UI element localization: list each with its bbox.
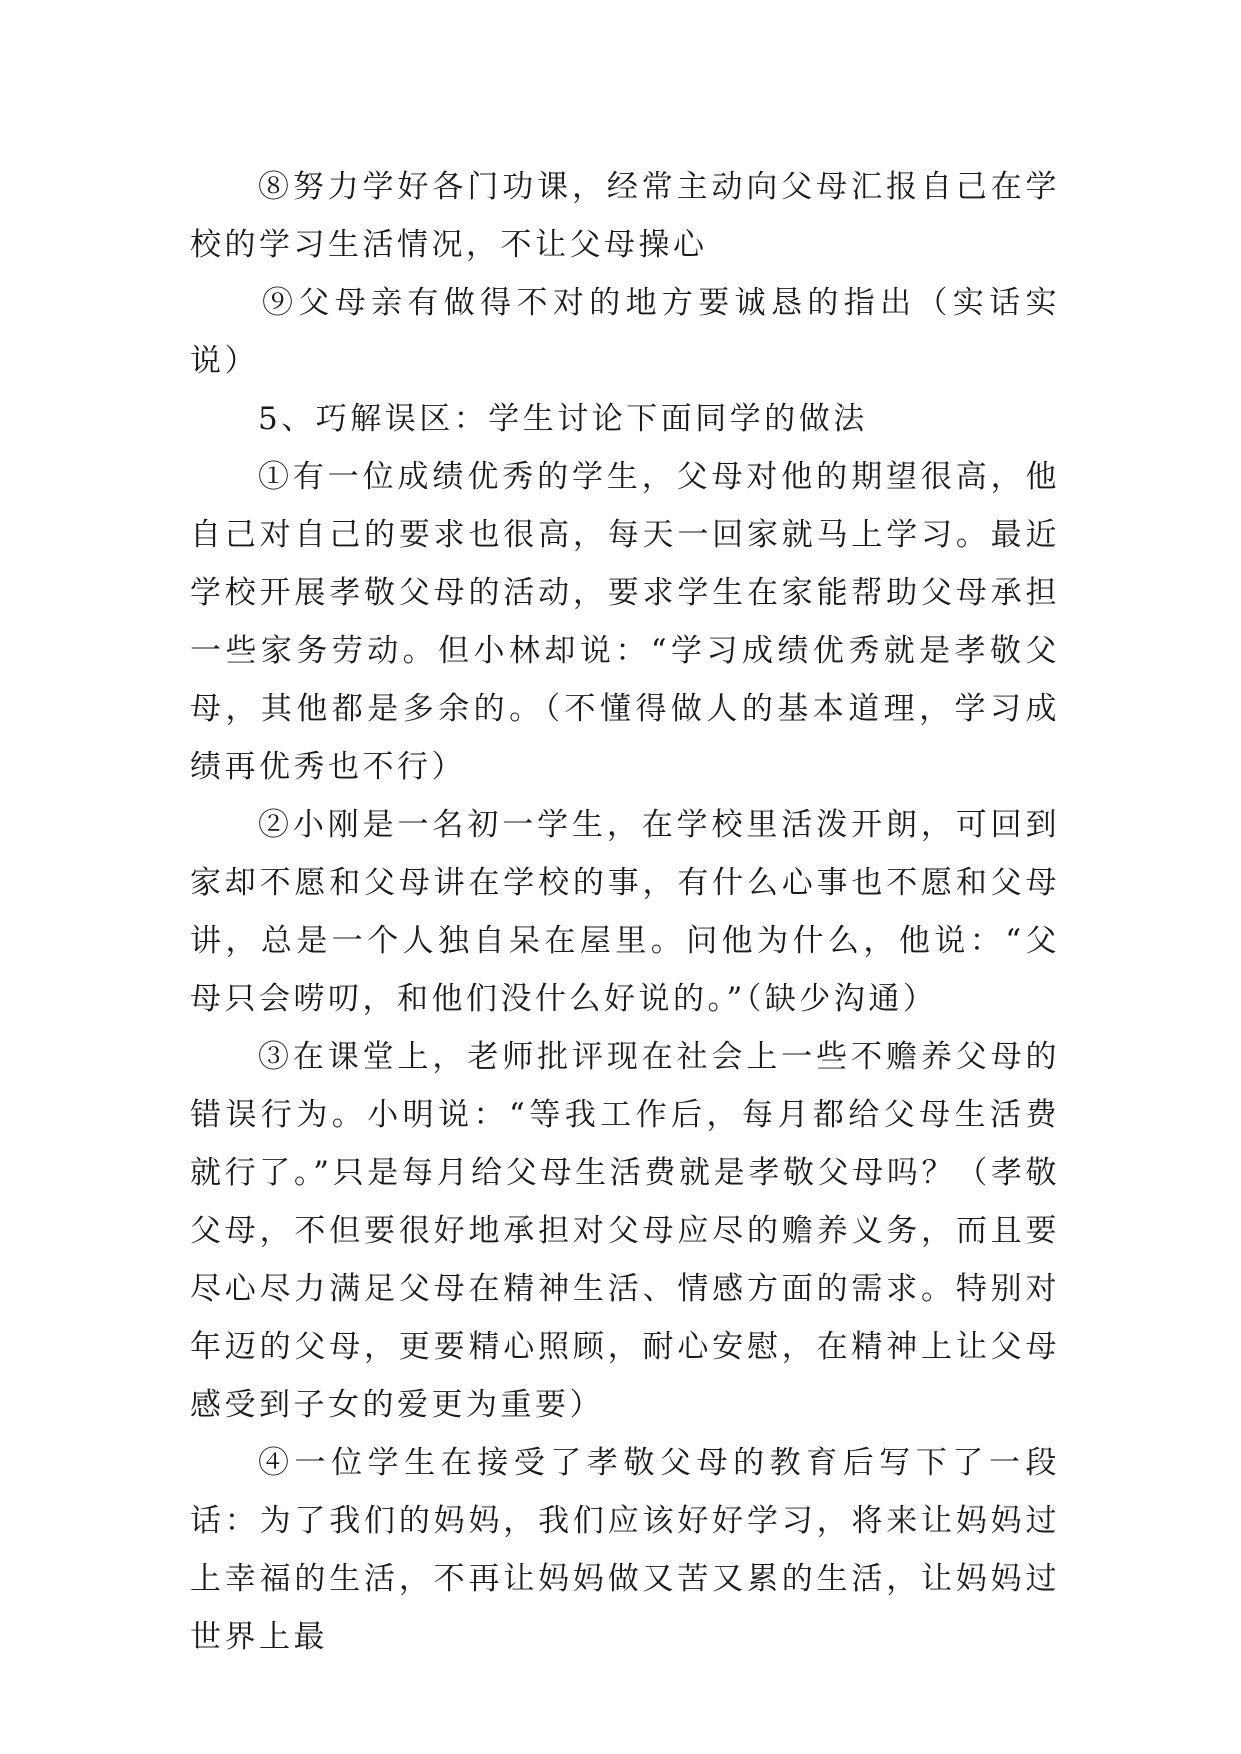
paragraph-case-3: ③在课堂上，老师批评现在社会上一些不赡养父母的错误行为。小明说：“等我工作后，每月都给父母生活费就行了。”只是每月给父母生活费就是孝敬父母吗？（孝敬父母，不但要很好地承担对父母应尽的赡养义务，而且要尽心尽力满足父母在精神生活、情感方面的需求。特别对年迈的父母，更要精心照顾，耐心安慰，在精神上让父母感受到子女的爱更为重要）: [190, 1039, 1060, 1423]
document-page: [190, 158, 1060, 1666]
paragraph-case-1: ①有一位成绩优秀的学生，父母对他的期望很高，他自己对自己的要求也很高，每天一回家就马上学习。最近学校开展孝敬父母的活动，要求学生在家能帮助父母承担一些家务劳动。但小林却说：“学习成绩优秀就是孝敬父母，其他都是多余的。（不懂得做人的基本道理，学习成绩再优秀也不行）: [190, 459, 1060, 785]
paragraph-case-2: ②小刚是一名初一学生，在学校里活泼开朗，可回到家却不愿和父母讲在学校的事，有什么心事也不愿和父母讲，总是一个人独自呆在屋里。问他为什么，他说：“父母只会唠叨，和他们没什么好说的。”（缺少沟通）: [190, 807, 1060, 1017]
section-heading-5: 5、巧解误区：学生讨论下面同学的做法: [258, 401, 868, 437]
paragraph-case-4: ④一位学生在接受了孝敬父母的教育后写下了一段话：为了我们的妈妈，我们应该好好学习，将来让妈妈过上幸福的生活，不再让妈妈做又苦又累的生活，让妈妈过世界上最: [190, 1445, 1060, 1655]
paragraph-item-9: ⑨父母亲有做得不对的地方要诚恳的指出（实话实说）: [190, 285, 1060, 379]
paragraph-item-8: ⑧努力学好各门功课，经常主动向父母汇报自己在学校的学习生活情况，不让父母操心: [190, 169, 1060, 263]
